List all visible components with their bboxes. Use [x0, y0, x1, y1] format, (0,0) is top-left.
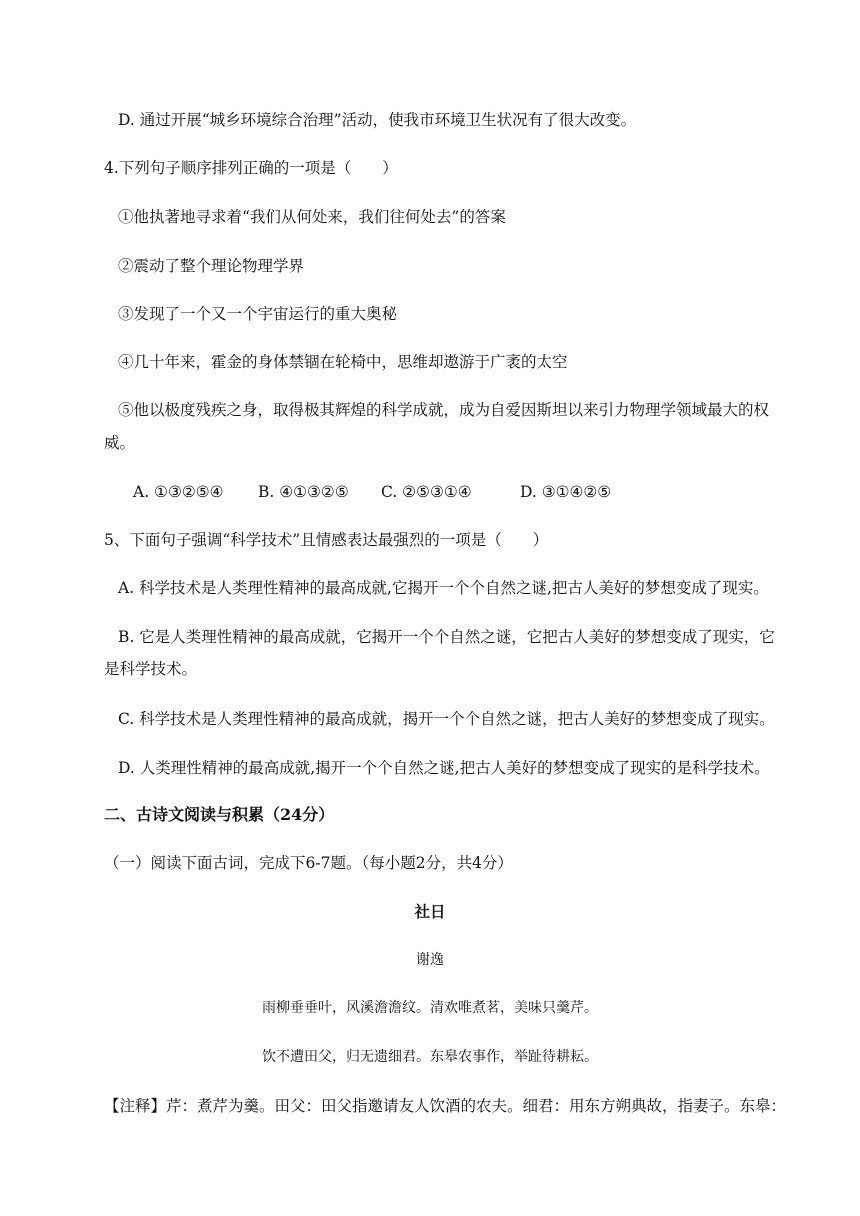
- q4-sentence-4: ④几十年来，霍金的身体禁锢在轮椅中，思维却遨游于广袤的太空: [118, 353, 568, 371]
- q4-sentence-2: ②震动了整个理论物理学界: [118, 257, 305, 275]
- q4-choice-b: B. ④①③②⑤: [258, 483, 349, 501]
- part-one-instruction: （一）阅读下面古词，完成下6-7题。（每小题2分，共4分）: [104, 854, 513, 872]
- q5-stem: 5、下面句子强调“科学技术”且情感表达最强烈的一项是（ ）: [104, 531, 549, 549]
- poem-line-1: 雨柳垂垂叶，风溪澹澹纹。清欢唯煮茗，美味只羹芹。: [262, 1000, 598, 1016]
- poem-author: 谢逸: [416, 952, 444, 968]
- q3-option-d: D. 通过开展“城乡环境综合治理”活动，使我市环境卫生状况有了很大改变。: [118, 111, 637, 129]
- q4-stem: 4.下列句子顺序排列正确的一项是（ ）: [104, 159, 398, 177]
- q4-choice-a: A. ①③②⑤④: [133, 483, 224, 501]
- q5-option-a: A. 科学技术是人类理性精神的最高成就,它揭开一个个自然之谜,把古人美好的梦想变成了现实。: [118, 579, 769, 597]
- annotation: 【注释】芹：煮芹为羹。田父：田父指邀请友人饮酒的农夫。细君：用东方朔典故，指妻子。东皋：: [104, 1097, 787, 1115]
- q5-option-b-cont: 是科学技术。: [104, 660, 198, 678]
- q4-choice-d: D. ③①④②⑤: [520, 483, 612, 501]
- q5-option-c: C. 科学技术是人类理性精神的最高成就，揭开一个个自然之谜，把古人美好的梦想变成了现实。: [118, 710, 775, 728]
- q4-sentence-5-cont: 威。: [104, 434, 136, 452]
- q5-option-d: D. 人类理性精神的最高成就,揭开一个个自然之谜,把古人美好的梦想变成了现实的是科学技术。: [118, 759, 770, 777]
- q4-choice-c: C. ②⑤③①④: [381, 483, 472, 501]
- q4-sentence-3: ③发现了一个又一个宇宙运行的重大奥秘: [118, 305, 398, 323]
- section-heading: 二、古诗文阅读与积累（24分）: [104, 805, 335, 824]
- q4-sentence-1: ①他执著地寻求着“我们从何处来，我们往何处去”的答案: [118, 208, 506, 226]
- q5-option-b: B. 它是人类理性精神的最高成就，它揭开一个个自然之谜，它把古人美好的梦想变成了现实，它: [118, 628, 775, 646]
- poem-title: 社日: [414, 902, 446, 921]
- poem-line-2: 饮不遭田父，归无遗细君。东皋农事作，举趾待耕耘。: [262, 1049, 598, 1065]
- q4-sentence-5: ⑤他以极度残疾之身，取得极其辉煌的科学成就，成为自爱因斯坦以来引力物理学领域最大的权: [118, 401, 770, 419]
- q4-choices: [133, 482, 611, 502]
